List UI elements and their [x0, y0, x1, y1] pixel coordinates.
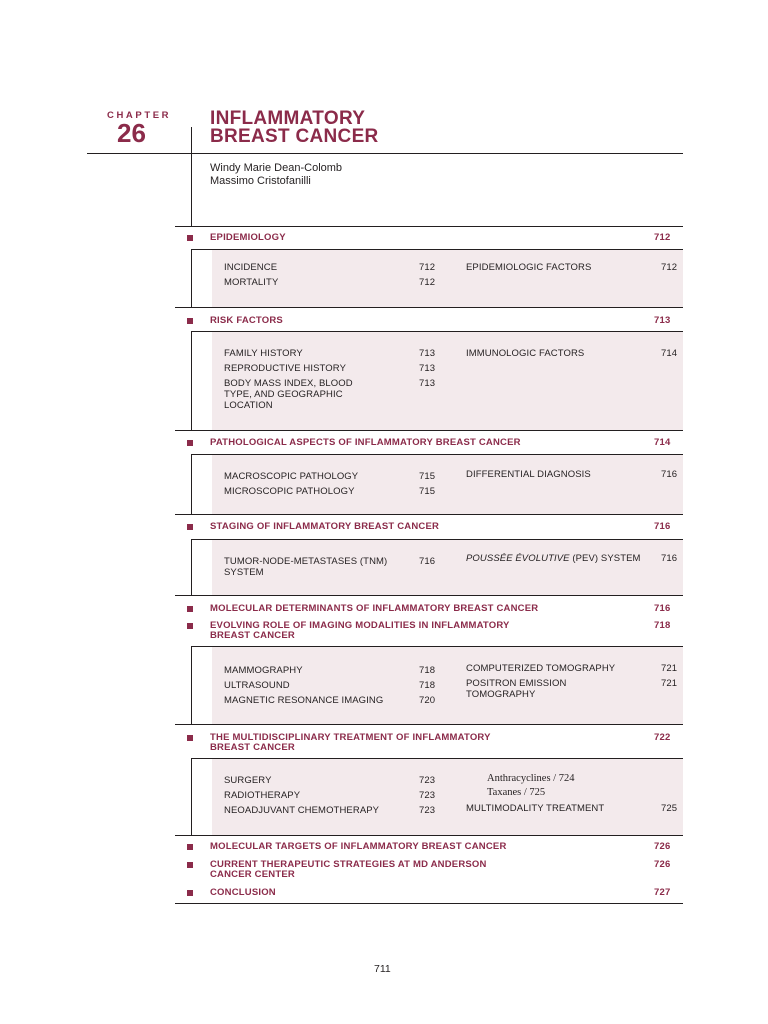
- toc-item-incidence[interactable]: INCIDENCE: [224, 262, 278, 273]
- item-page: 712: [419, 262, 436, 273]
- bullet-icon: [187, 862, 193, 868]
- rule: [175, 307, 683, 308]
- item-line: LOCATION: [224, 400, 273, 411]
- item-page: 718: [419, 665, 436, 676]
- rule: [175, 903, 683, 904]
- toc-item-surgery[interactable]: SURGERY: [224, 775, 272, 786]
- section-line: THE MULTIDISCIPLINARY TREATMENT OF INFLAMMATORY: [210, 732, 491, 743]
- item-page: 720: [419, 695, 436, 706]
- rule: [175, 226, 683, 227]
- vertical-rule: [191, 249, 192, 307]
- item-page: 718: [419, 680, 436, 691]
- toc-item-mortality[interactable]: MORTALITY: [224, 277, 279, 288]
- item-page: 723: [419, 775, 436, 786]
- section-page: 726: [654, 859, 671, 870]
- toc-item-differential-diagnosis[interactable]: DIFFERENTIAL DIAGNOSIS: [466, 469, 591, 480]
- toc-item-immunologic-factors[interactable]: IMMUNOLOGIC FACTORS: [466, 348, 585, 359]
- rule: [175, 835, 683, 836]
- chapter-label: CHAPTER: [107, 110, 172, 121]
- item-page: 715: [419, 471, 436, 482]
- item-page: 723: [419, 805, 436, 816]
- toc-item-mri[interactable]: MAGNETIC RESONANCE IMAGING: [224, 695, 384, 706]
- section-page: 716: [654, 521, 671, 532]
- toc-item-tnm-system[interactable]: [224, 556, 387, 578]
- section-line: BREAST CANCER: [210, 742, 295, 753]
- rule: [175, 430, 683, 431]
- page-number: 711: [374, 963, 391, 975]
- toc-section-molecular-targets[interactable]: MOLECULAR TARGETS OF INFLAMMATORY BREAST CANCER: [210, 841, 507, 852]
- bullet-icon: [187, 318, 193, 324]
- bullet-icon: [187, 735, 193, 741]
- rule: [175, 724, 683, 725]
- vertical-rule: [191, 454, 192, 514]
- toc-section-molecular-determinants[interactable]: MOLECULAR DETERMINANTS OF INFLAMMATORY BREAST CANCER: [210, 603, 539, 614]
- item-page: 712: [419, 277, 436, 288]
- toc-item-pet[interactable]: [466, 678, 566, 700]
- item-page: 715: [419, 486, 436, 497]
- item-page: 725: [661, 803, 678, 814]
- header-vertical-rule: [191, 127, 192, 226]
- section-page: 716: [654, 603, 671, 614]
- authors: [210, 162, 342, 188]
- toc-item-multimodality[interactable]: MULTIMODALITY TREATMENT: [466, 803, 605, 814]
- toc-section-imaging[interactable]: [210, 621, 510, 641]
- toc-section-staging[interactable]: STAGING OF INFLAMMATORY BREAST CANCER: [210, 521, 440, 532]
- title-line-1: INFLAMMATORY: [210, 108, 366, 129]
- section-page: 722: [654, 732, 671, 743]
- item-page: 712: [661, 262, 678, 273]
- section-line: BREAST CANCER: [210, 630, 295, 641]
- vertical-rule: [191, 539, 192, 595]
- toc-subitem-taxanes[interactable]: Taxanes / 725: [487, 787, 546, 798]
- section-page: 718: [654, 620, 671, 631]
- bullet-icon: [187, 235, 193, 241]
- bullet-icon: [187, 844, 193, 850]
- item-line: BODY MASS INDEX, BLOOD: [224, 378, 353, 389]
- subsection-box: [212, 455, 683, 514]
- section-page: 727: [654, 887, 671, 898]
- item-line: TUMOR-NODE-METASTASES (TNM): [224, 556, 388, 567]
- item-page: 716: [419, 556, 436, 567]
- item-italic: POUSSÉE ÉVOLUTIVE: [466, 553, 570, 564]
- toc-item-epidemiologic-factors[interactable]: EPIDEMIOLOGIC FACTORS: [466, 262, 592, 273]
- toc-item-bmi[interactable]: [224, 378, 353, 411]
- toc-item-pev-system[interactable]: [466, 553, 641, 564]
- item-line: SYSTEM: [224, 567, 264, 578]
- section-line: CANCER CENTER: [210, 869, 295, 880]
- item-page: 713: [419, 378, 436, 389]
- item-line: TOMOGRAPHY: [466, 689, 536, 700]
- toc-item-reproductive-history[interactable]: REPRODUCTIVE HISTORY: [224, 363, 347, 374]
- vertical-rule: [191, 331, 192, 430]
- toc-section-pathological[interactable]: PATHOLOGICAL ASPECTS OF INFLAMMATORY BREAST CANCER: [210, 437, 521, 448]
- item-page: 713: [419, 348, 436, 359]
- bullet-icon: [187, 524, 193, 530]
- chapter-title: [210, 110, 379, 146]
- toc-item-radiotherapy[interactable]: RADIOTHERAPY: [224, 790, 301, 801]
- toc-section-conclusion[interactable]: CONCLUSION: [210, 887, 276, 898]
- toc-section-risk-factors[interactable]: RISK FACTORS: [210, 315, 283, 326]
- bullet-icon: [187, 623, 193, 629]
- author-2: Massimo Cristofanilli: [210, 175, 311, 187]
- section-page: 713: [654, 315, 671, 326]
- toc-item-ct[interactable]: COMPUTERIZED TOMOGRAPHY: [466, 663, 616, 674]
- subsection-box: [212, 250, 683, 307]
- item-line: TYPE, AND GEOGRAPHIC: [224, 389, 343, 400]
- section-page: 712: [654, 232, 671, 243]
- toc-item-neoadjuvant[interactable]: NEOADJUVANT CHEMOTHERAPY: [224, 805, 380, 816]
- item-rest: (PEV) SYSTEM: [569, 553, 641, 564]
- title-line-2: BREAST CANCER: [210, 126, 379, 147]
- toc-item-family-history[interactable]: FAMILY HISTORY: [224, 348, 303, 359]
- toc-item-macroscopic[interactable]: MACROSCOPIC PATHOLOGY: [224, 471, 359, 482]
- item-page: 713: [419, 363, 436, 374]
- bullet-icon: [187, 890, 193, 896]
- section-line: EVOLVING ROLE OF IMAGING MODALITIES IN INFLAMMATORY: [210, 620, 510, 631]
- item-page: 714: [661, 348, 678, 359]
- toc-item-mammography[interactable]: MAMMOGRAPHY: [224, 665, 303, 676]
- toc-section-current-strategies[interactable]: [210, 860, 487, 880]
- toc-section-treatment[interactable]: [210, 733, 491, 753]
- item-page: 721: [661, 678, 678, 689]
- rule: [175, 595, 683, 596]
- item-page: 716: [661, 469, 678, 480]
- toc-section-epidemiology[interactable]: EPIDEMIOLOGY: [210, 232, 286, 243]
- bullet-icon: [187, 606, 193, 612]
- bullet-icon: [187, 440, 193, 446]
- header-rule: [87, 153, 683, 154]
- toc-item-microscopic[interactable]: MICROSCOPIC PATHOLOGY: [224, 486, 355, 497]
- section-page: 714: [654, 437, 671, 448]
- vertical-rule: [191, 646, 192, 724]
- author-1: Windy Marie Dean-Colomb: [210, 162, 343, 174]
- item-page: 716: [661, 553, 678, 564]
- section-line: CURRENT THERAPEUTIC STRATEGIES AT MD ANDERSON: [210, 859, 487, 870]
- rule: [175, 514, 683, 515]
- vertical-rule: [191, 758, 192, 835]
- item-line: POSITRON EMISSION: [466, 678, 567, 689]
- item-page: 721: [661, 663, 678, 674]
- toc-subitem-anthracyclines[interactable]: Anthracyclines / 724: [487, 773, 575, 784]
- item-page: 723: [419, 790, 436, 801]
- chapter-number: 26: [117, 118, 146, 148]
- toc-item-ultrasound[interactable]: ULTRASOUND: [224, 680, 290, 691]
- section-page: 726: [654, 841, 671, 852]
